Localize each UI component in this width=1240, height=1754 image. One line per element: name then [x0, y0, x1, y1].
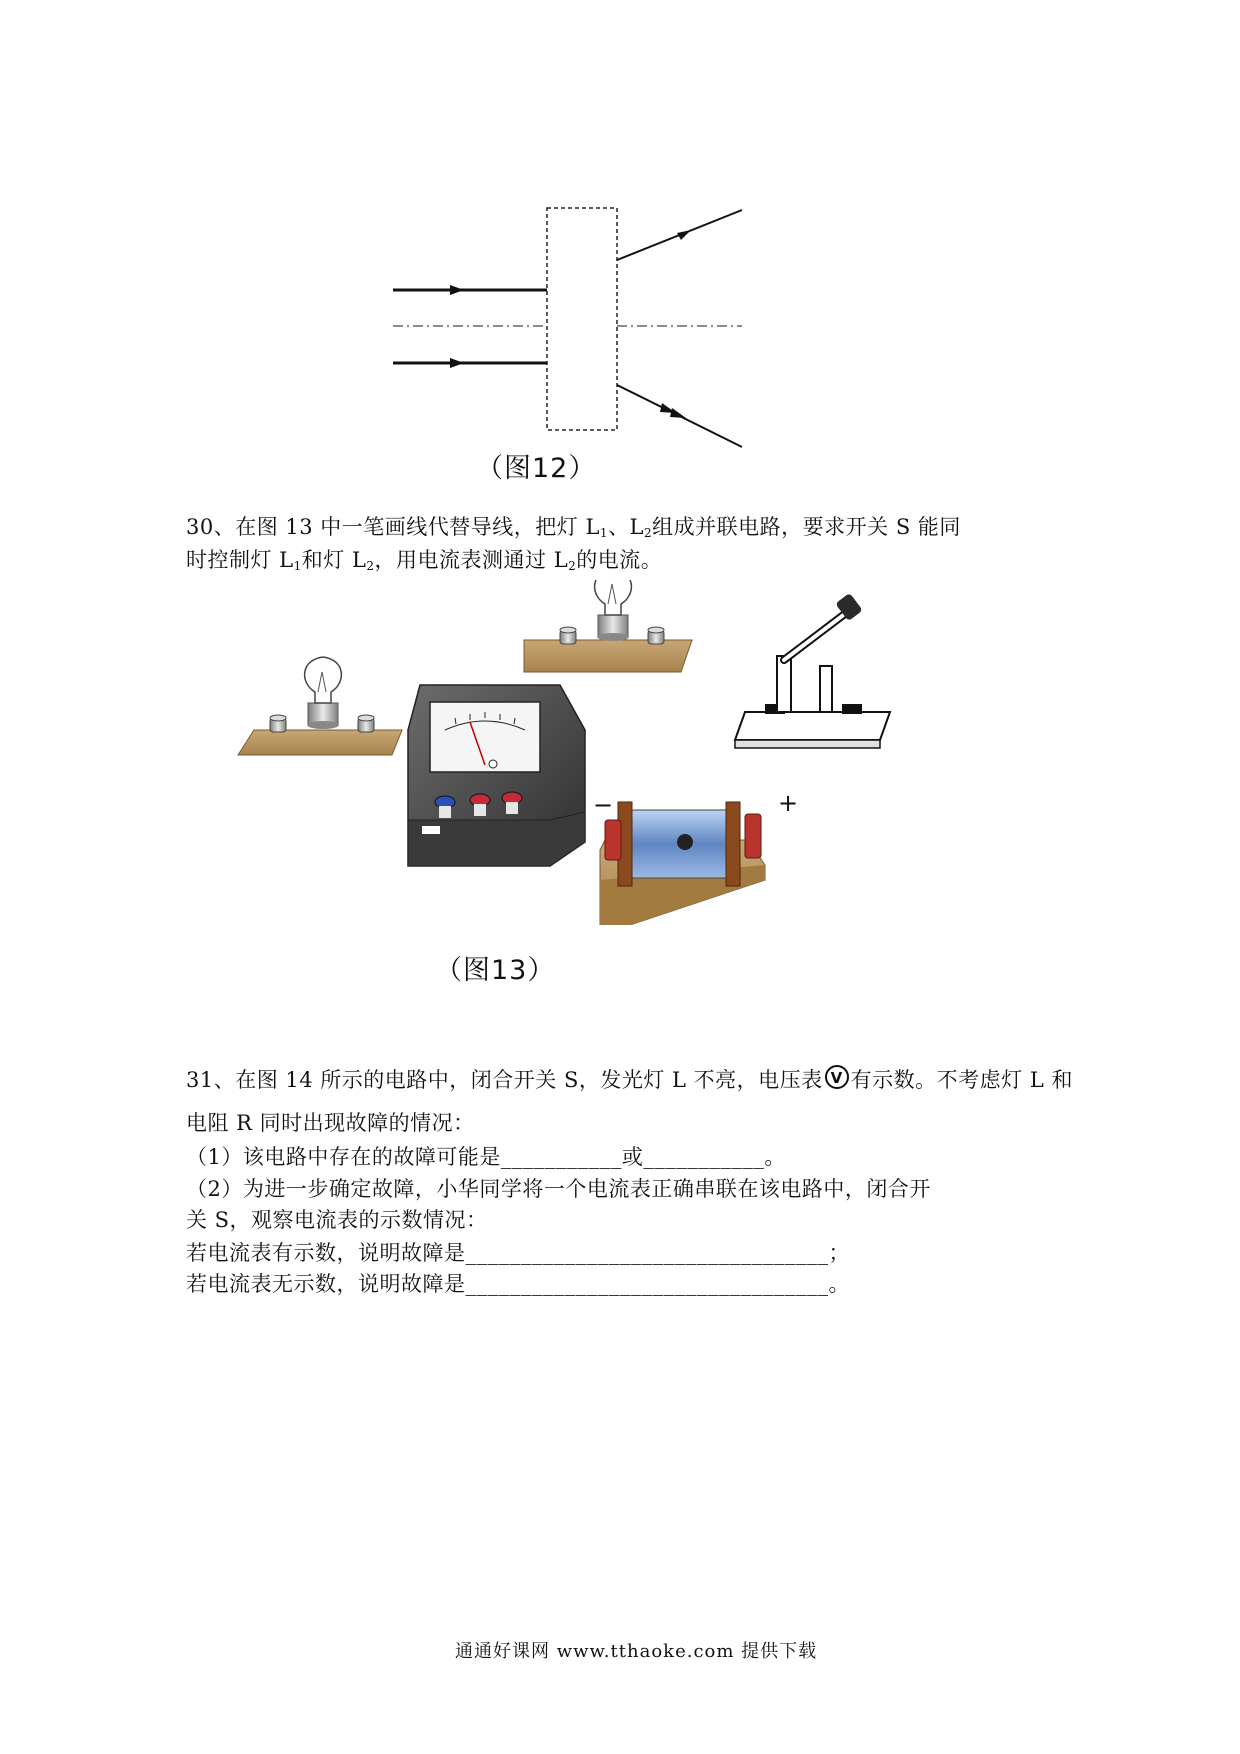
footer-source: 通通好课网 www.tthaoke.com 提供下载 [455, 1641, 818, 1662]
arrow-icon [677, 230, 691, 240]
minus-sign: − [593, 791, 614, 819]
battery-cell [593, 789, 798, 925]
q30-line-2: 时控制灯 $L_1$和灯 $L_2$，用电流表测通过 $L_2$的电流。 [186, 548, 663, 573]
q31-line-2: 电阻 R 同时出现故障的情况： [186, 1111, 475, 1135]
lamp-l1 [238, 657, 402, 755]
terminal-icon [560, 627, 576, 644]
q31-line-4: （2）为进一步确定故障，小华同学将一个电流表正确串联在该电路中，闭合开 [186, 1177, 931, 1201]
dashed-lens-box [547, 208, 617, 430]
voltmeter-icon: V [825, 1065, 849, 1089]
terminal-icon [358, 715, 374, 732]
arrow-right-icon [450, 285, 464, 295]
q31-line-7: 若电流表无示数，说明故障是_________________________________。 [186, 1272, 850, 1296]
ammeter [408, 685, 585, 866]
q31-line-1: 31、在图 14 所示的电路中，闭合开关 S，发光灯 L 不亮，电压表 V 有示数。不考虑灯 L 和 [186, 1063, 1073, 1097]
q31-line-5: 关 S，观察电流表的示数情况： [186, 1208, 488, 1232]
figure-12-caption: （图12） [476, 453, 597, 484]
q31-line-3: （1）该电路中存在的故障可能是___________或___________。 [186, 1145, 786, 1169]
figure-13-diagram [230, 580, 910, 925]
q31-line-6: 若电流表有示数，说明故障是_________________________________； [186, 1241, 850, 1265]
terminal-icon [648, 627, 664, 644]
arrow-icon [670, 408, 686, 418]
arrow-right-icon [450, 358, 464, 368]
terminal-icon [270, 715, 286, 732]
lamp-l2 [524, 580, 692, 672]
q30-line-1: 30、在图 13 中一笔画线代替导线，把灯 $L_1$、$L_2$组成并联电路，要求开关 S 能同 [186, 515, 961, 540]
figure-12-diagram [380, 195, 760, 450]
plus-sign: + [778, 789, 799, 817]
figure-13-caption: （图13） [435, 955, 556, 986]
knife-switch [735, 593, 890, 748]
